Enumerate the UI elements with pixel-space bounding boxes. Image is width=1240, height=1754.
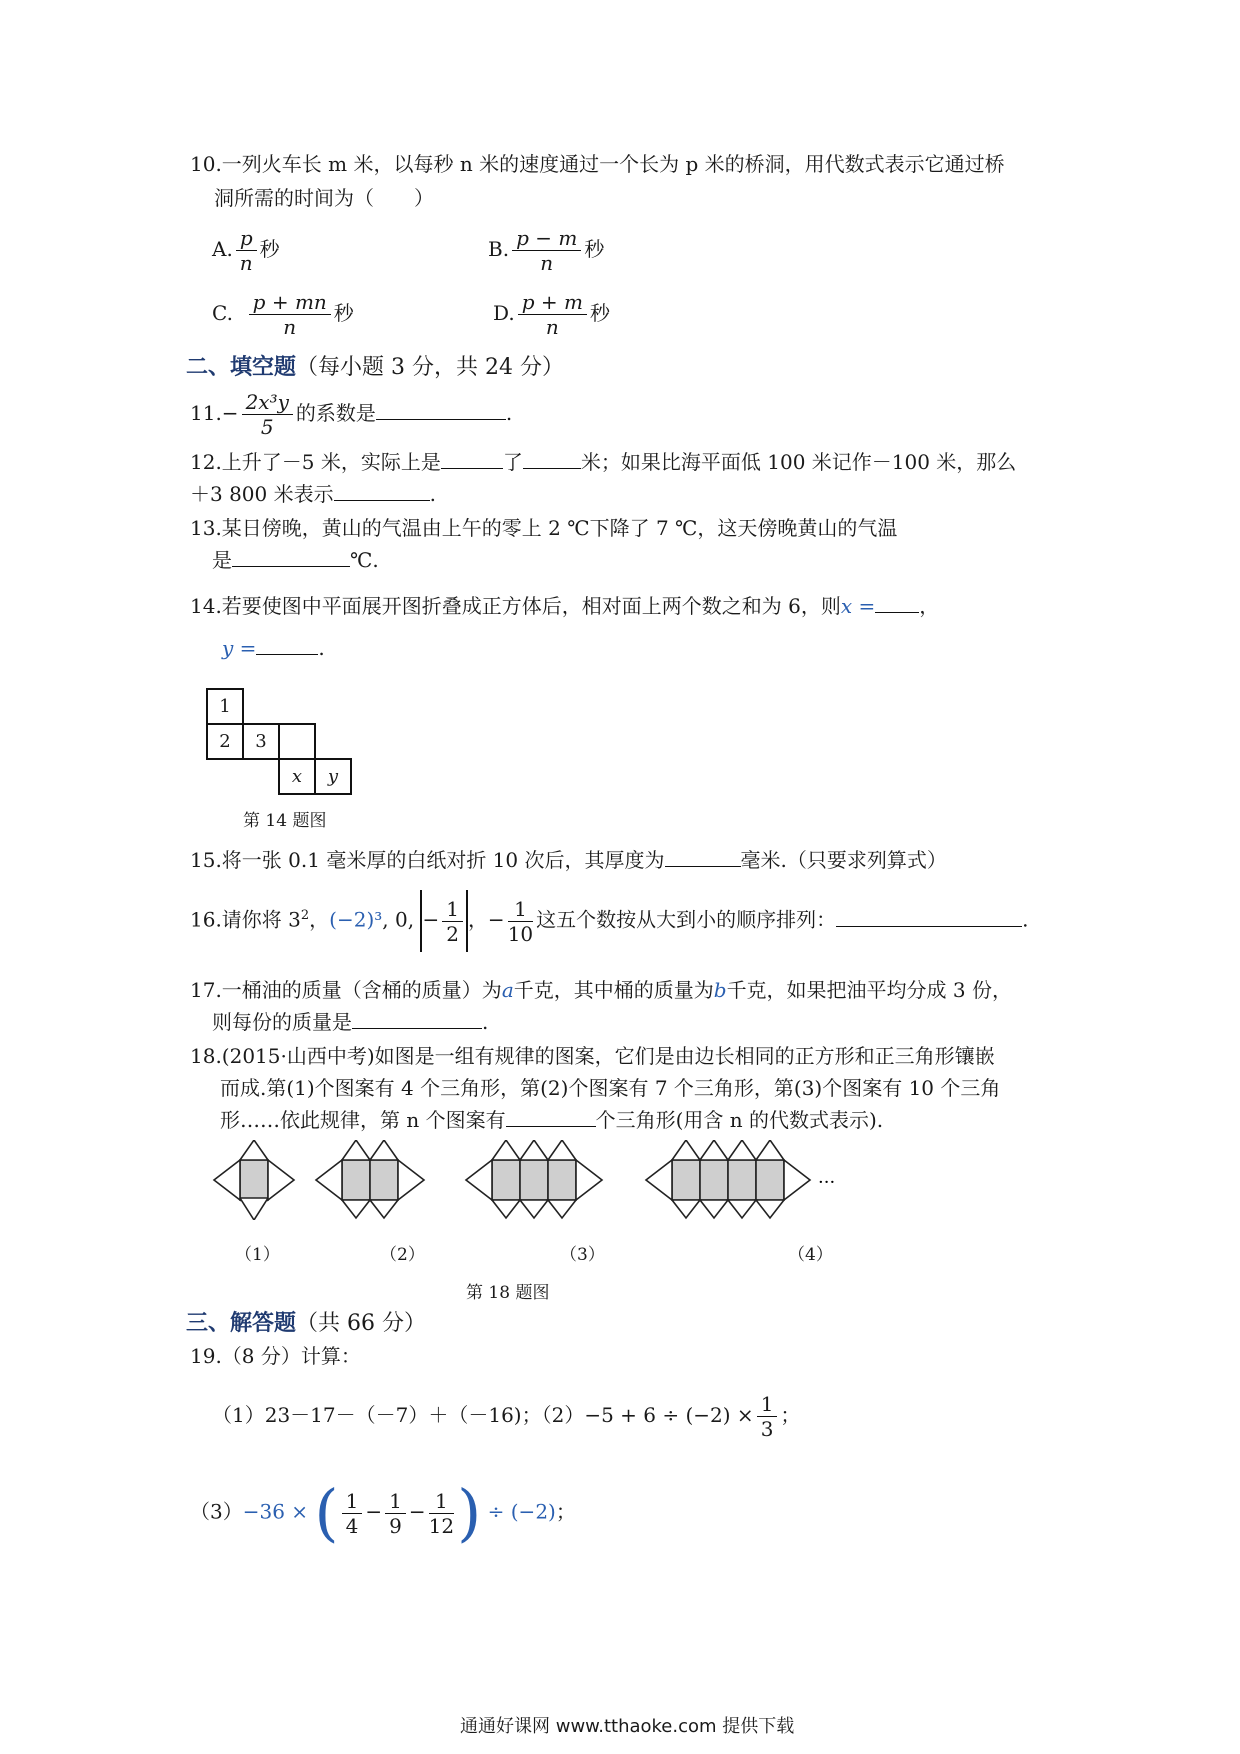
q10-line1: 10.一列火车长 m 米，以每秒 n 米的速度通过一个长为 p 米的桥洞，用代数式表示它通过桥 xyxy=(190,152,1005,176)
punct: ， xyxy=(309,907,330,932)
numerator: 1 xyxy=(442,897,463,922)
section2-heading xyxy=(186,350,564,381)
q18-line1: 18.(2015·山西中考)如图是一组有规律的图案，它们是由边长相同的正方形和正三角形镶嵌 xyxy=(190,1044,995,1068)
q13-line2 xyxy=(212,546,379,574)
answer-blank[interactable] xyxy=(232,546,350,567)
section3-note: （共 66 分） xyxy=(296,1311,426,1336)
pattern-label-4: （4） xyxy=(788,1245,833,1265)
q10-option-a xyxy=(212,226,280,275)
var-a: a xyxy=(501,978,514,1002)
footer-text: 通通好课网 www.tthaoke.com 提供下载 xyxy=(460,1716,795,1737)
q16: 16.请你将 $3^2$，(−2)³, 0, − $\frac{1}{2}$ ，− $\frac{1}{10}$ 这五个数按从大到小的顺序排列： . xyxy=(190,890,1029,952)
net-cell: 2 xyxy=(207,724,243,759)
unit: 秒 xyxy=(589,301,610,325)
x-label: x = xyxy=(840,594,876,618)
section2-note: （每小题 3 分，共 24 分） xyxy=(296,355,564,380)
net-cell: x xyxy=(279,759,315,794)
punct: ， xyxy=(919,594,940,618)
option-label: B. xyxy=(488,237,510,261)
q12-text: 了 xyxy=(502,450,523,474)
q16-text: ，− xyxy=(467,907,505,932)
answer-blank[interactable] xyxy=(665,846,741,867)
q12-line1 xyxy=(190,448,1016,476)
q13-text: 是 xyxy=(212,548,232,572)
numerator: p xyxy=(236,226,257,251)
q14-caption: 第 14 题图 xyxy=(243,811,327,831)
section2-title: 二、填空题 xyxy=(186,354,297,380)
punct: . xyxy=(1022,907,1029,932)
pattern-4 xyxy=(646,1140,810,1218)
q10-option-c xyxy=(212,290,354,339)
fraction xyxy=(508,897,533,946)
denominator: n xyxy=(239,251,253,275)
answer-blank[interactable] xyxy=(352,1008,482,1029)
q19-head: 19.（8 分）计算： xyxy=(190,1344,361,1368)
var-b: b xyxy=(713,978,727,1002)
ellipsis-dots: ··· xyxy=(818,1172,836,1193)
pattern-2 xyxy=(316,1140,424,1218)
q10-option-d xyxy=(493,290,610,339)
fraction xyxy=(385,1489,406,1538)
q19-label: （3） xyxy=(190,1499,243,1524)
net-cell: 1 xyxy=(207,689,243,724)
q18-text: 形……依此规律，第 n 个图案有 xyxy=(220,1108,506,1132)
numerator: 2x³y xyxy=(242,390,293,415)
unit: 秒 xyxy=(333,301,354,325)
q15-text: 毫米.（只要求列算式） xyxy=(740,848,947,872)
exponent: 2 xyxy=(300,907,310,923)
q17-text: 17.一桶油的质量（含桶的质量）为 xyxy=(190,978,502,1002)
denominator: n xyxy=(540,251,554,275)
tessellation-figures xyxy=(200,1140,960,1220)
numerator: p − m xyxy=(512,226,581,251)
option-label: C. xyxy=(212,301,233,325)
q19-part3: （3）−36 × ( $\frac{1}{4}$ − $\frac{1}{9}$ − $\frac{1}{12}$ ) ÷ (−2)； xyxy=(190,1476,576,1549)
fraction xyxy=(757,1392,778,1441)
fraction xyxy=(442,897,463,946)
q11 xyxy=(190,390,512,439)
punct: ； xyxy=(780,1403,801,1427)
numerator: 1 xyxy=(757,1392,778,1417)
answer-blank[interactable] xyxy=(334,480,430,501)
q14-line2 xyxy=(222,634,325,662)
numerator: 1 xyxy=(429,1489,454,1514)
q12-text: 12.上升了－5 米，实际上是 xyxy=(190,450,441,474)
q14-text: 14.若要使图中平面展开图折叠成正方体后，相对面上两个数之和为 6，则 xyxy=(190,594,841,618)
q17-line2 xyxy=(212,1008,488,1036)
q18-line2: 而成.第(1)个图案有 4 个三角形，第(2)个图案有 7 个三角形，第(3)个图案有 10 个三角 xyxy=(220,1076,1001,1100)
denominator: 2 xyxy=(446,921,459,946)
answer-blank[interactable] xyxy=(376,399,506,420)
numerator: p + mn xyxy=(249,290,331,315)
cube-net-figure xyxy=(206,688,352,795)
denominator: 9 xyxy=(389,1513,402,1538)
denominator: 10 xyxy=(507,921,534,946)
unit: 秒 xyxy=(584,237,605,261)
pattern-label-1: （1） xyxy=(235,1245,280,1265)
option-label: A. xyxy=(212,237,233,261)
right-paren: ) xyxy=(457,1476,482,1549)
numerator: 1 xyxy=(342,1489,363,1514)
answer-blank[interactable] xyxy=(836,906,1022,927)
answer-blank[interactable] xyxy=(441,448,503,469)
punct: . xyxy=(482,1010,489,1034)
punct: . xyxy=(505,401,513,425)
q19-expr: ÷ (−2) xyxy=(487,1499,556,1524)
answer-blank[interactable] xyxy=(256,634,318,655)
q19-expr: −36 × xyxy=(242,1499,309,1524)
q17-text: 千克，如果把油平均分成 3 份， xyxy=(726,978,1013,1002)
denominator: 12 xyxy=(428,1513,455,1538)
section3-heading xyxy=(186,1306,426,1337)
option-label: D. xyxy=(493,301,515,325)
q16-text: 16.请你将 3 xyxy=(190,907,301,932)
denominator: n xyxy=(545,315,559,339)
net-cell: y xyxy=(315,759,351,794)
q18-caption: 第 18 题图 xyxy=(466,1283,550,1303)
left-paren: ( xyxy=(314,1476,339,1549)
q13-line1: 13.某日傍晚，黄山的气温由上午的零上 2 ℃下降了 7 ℃，这天傍晚黄山的气温 xyxy=(190,516,898,540)
pattern-3 xyxy=(466,1140,602,1218)
q15 xyxy=(190,846,947,874)
q18-line3 xyxy=(220,1106,883,1134)
q16-term: (−2)³ xyxy=(329,907,383,932)
net-cell xyxy=(279,724,315,759)
answer-blank[interactable] xyxy=(875,592,919,613)
q13-text: ℃. xyxy=(350,548,379,572)
answer-blank[interactable] xyxy=(506,1106,596,1127)
q11-prefix: 11.− xyxy=(190,401,239,425)
q12-line2 xyxy=(190,480,436,508)
numerator: 1 xyxy=(508,897,533,922)
fraction xyxy=(512,226,581,275)
q17-text: 千克，其中桶的质量为 xyxy=(513,978,714,1002)
punct: . xyxy=(318,636,325,660)
pattern-1 xyxy=(214,1140,294,1220)
numerator: 1 xyxy=(385,1489,406,1514)
q10-option-b xyxy=(488,226,604,275)
fraction xyxy=(242,390,293,439)
q11-text: 的系数是 xyxy=(295,401,376,425)
denominator: 4 xyxy=(345,1513,359,1538)
fraction xyxy=(236,226,257,275)
pattern-label-2: （2） xyxy=(380,1245,425,1265)
numerator: p + m xyxy=(518,290,587,315)
q12-text: ＋3 800 米表示 xyxy=(190,482,334,506)
q16-text: 这五个数按从大到小的顺序排列： xyxy=(536,907,837,932)
answer-blank[interactable] xyxy=(523,448,581,469)
q15-text: 15.将一张 0.1 毫米厚的白纸对折 10 次后，其厚度为 xyxy=(190,848,665,872)
q16-text: , 0, xyxy=(382,907,415,932)
fraction xyxy=(342,1489,363,1538)
q17-text: 则每份的质量是 xyxy=(212,1010,352,1034)
fraction xyxy=(518,290,587,339)
denominator: 5 xyxy=(260,415,274,439)
unit: 秒 xyxy=(259,237,280,261)
punct: ； xyxy=(555,1499,576,1524)
fraction xyxy=(429,1489,454,1538)
q18-text: 个三角形(用含 n 的代数式表示). xyxy=(595,1108,884,1132)
punct: . xyxy=(429,482,436,506)
fraction xyxy=(249,290,331,339)
q17-line1 xyxy=(190,976,1012,1004)
pattern-label-3: （3） xyxy=(560,1245,605,1265)
denominator: n xyxy=(283,315,297,339)
cube-net xyxy=(206,688,352,795)
q19-expr: （1）23－17－（－7）＋（－16)；（2）−5 + 6 ÷ (−2) × xyxy=(212,1403,754,1427)
denominator: 3 xyxy=(760,1417,774,1441)
section3-title: 三、解答题 xyxy=(186,1310,297,1336)
q19-part1-2 xyxy=(212,1392,800,1441)
q10-line2: 洞所需的时间为（ ） xyxy=(214,186,434,210)
y-label: y = xyxy=(222,636,257,660)
net-cell: 3 xyxy=(243,724,279,759)
q14-line1 xyxy=(190,592,939,620)
q12-text: 米；如果比海平面低 100 米记作－100 米，那么 xyxy=(580,450,1017,474)
